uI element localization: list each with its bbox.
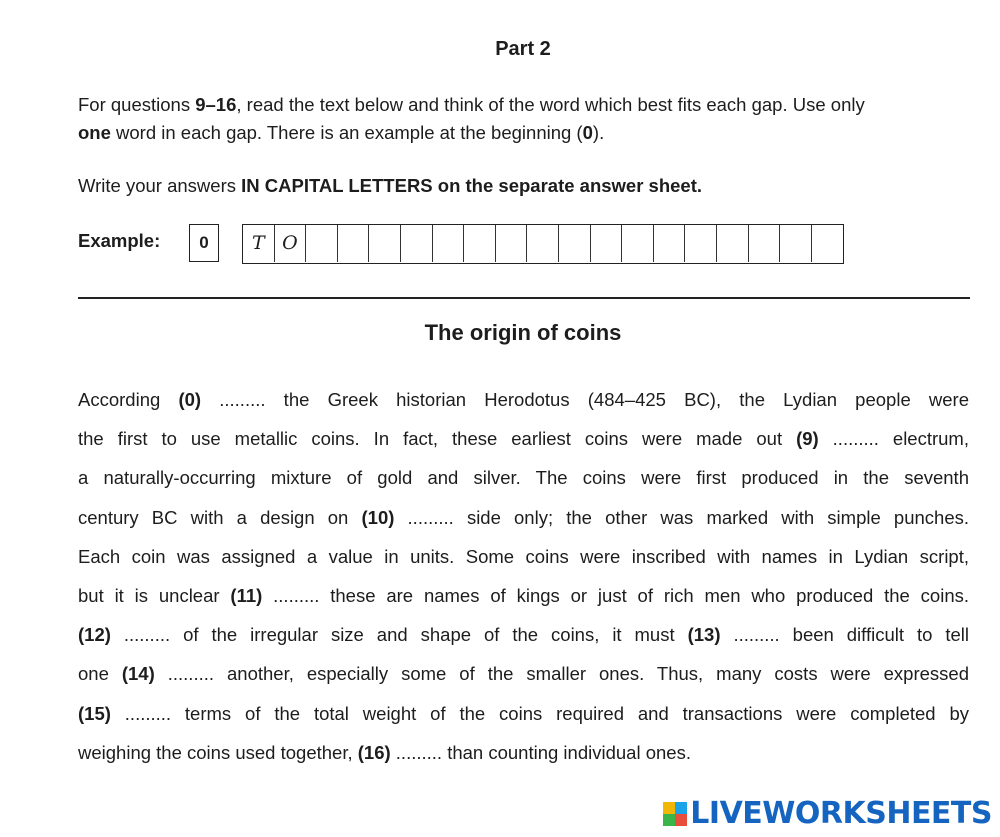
passage-line xyxy=(78,694,969,733)
gap-number: (10) xyxy=(361,506,395,528)
gap-number: (12) xyxy=(78,624,111,646)
logo-square xyxy=(675,802,687,814)
gap-number: (14) xyxy=(121,663,155,685)
logo-square xyxy=(675,814,687,826)
passage-text: one xyxy=(78,663,122,685)
passage-text: century BC with a design on xyxy=(78,506,362,528)
passage-text: ......... these are names of kings or just of rich men who produced the coins. xyxy=(262,584,969,606)
passage-line xyxy=(78,576,969,615)
answer-cell xyxy=(433,225,465,262)
logo-square xyxy=(663,814,675,826)
gap-number: (11) xyxy=(230,584,263,606)
part-heading: Part 2 xyxy=(495,38,551,60)
instr-text: word in each gap. There is an example at the beginning ( xyxy=(110,122,583,143)
passage-text: According xyxy=(78,389,179,410)
instructions-paragraph xyxy=(78,91,973,147)
example-label: Example: xyxy=(78,230,161,251)
passage-text: ......... of the irregular size and shape of the coins, it must xyxy=(110,624,688,646)
instr-emphasis: one xyxy=(78,122,111,143)
answer-cell xyxy=(812,225,844,262)
answer-cell xyxy=(717,225,749,262)
divider-line xyxy=(78,297,970,299)
passage-text: ......... electrum, xyxy=(818,428,969,450)
liveworksheets-logo[interactable] xyxy=(663,796,992,831)
instr-text: ). xyxy=(592,122,605,143)
answer-cell xyxy=(780,225,812,262)
gap-number: (15) xyxy=(78,702,111,724)
passage-text: a naturally-occurring mixture of gold and silver. The coins were first produced in the seventh xyxy=(78,467,969,489)
passage-text: weighing the coins used together, xyxy=(78,741,358,763)
answer-instructions xyxy=(78,172,973,200)
passage-text: ......... another, especially some of the smaller ones. Thus, many costs were expressed xyxy=(154,663,969,685)
answer-cell xyxy=(369,225,401,262)
passage-text: ......... terms of the total weight of the coins required and transactions were completed by xyxy=(110,702,969,724)
answer-cell xyxy=(338,225,370,262)
instr-example-number: 0 xyxy=(582,122,593,143)
passage-line xyxy=(78,458,969,497)
gap-number: (13) xyxy=(687,624,721,646)
passage-text: ......... than counting individual ones. xyxy=(390,741,691,763)
passage-line xyxy=(78,615,969,654)
gap-number: (9) xyxy=(796,428,819,450)
answer-cell xyxy=(559,225,591,262)
example-number-box: 0 xyxy=(189,224,219,262)
answer-cell xyxy=(464,225,496,262)
instr-emphasis: IN CAPITAL LETTERS on the separate answer sheet. xyxy=(241,175,703,196)
passage-text: but it is unclear xyxy=(78,584,231,606)
passage-text: ......... the Greek historian Herodotus (484–425 BC), the Lydian people were xyxy=(201,389,970,410)
passage-line xyxy=(78,537,969,576)
answer-cell xyxy=(622,225,654,262)
answer-cell xyxy=(591,225,623,262)
answer-cell xyxy=(306,225,338,262)
instr-text: , read the text below and think of the word which best fits each gap. Use only xyxy=(236,94,865,115)
example-row xyxy=(78,222,878,266)
passage-line xyxy=(78,419,969,458)
passage-text: ......... side only; the other was marked with simple punches. xyxy=(394,506,969,528)
instr-text: For questions xyxy=(78,94,196,115)
passage-line xyxy=(78,380,969,419)
gap-number: (16) xyxy=(357,741,391,763)
passage-text: ......... been difficult to tell xyxy=(720,624,969,646)
passage-text: Each coin was assigned a value in units. Some coins were inscribed with names in Lydian script, xyxy=(78,545,969,567)
gap-number: (0) xyxy=(178,389,202,410)
answer-cell xyxy=(401,225,433,262)
answer-cell xyxy=(654,225,686,262)
text-title: The origin of coins xyxy=(424,320,622,345)
instr-text: Write your answers xyxy=(78,175,242,196)
answer-cell xyxy=(527,225,559,262)
answer-cell: T xyxy=(243,225,275,262)
passage-line xyxy=(78,654,969,693)
answer-cell: O xyxy=(275,225,307,262)
answer-cell xyxy=(496,225,528,262)
logo-text: LIVEWORKSHEETS xyxy=(690,796,992,831)
passage-line xyxy=(78,498,969,537)
passage-text: the first to use metallic coins. In fact, these earliest coins were made out xyxy=(78,428,797,450)
passage-line xyxy=(78,733,969,772)
example-answer-grid xyxy=(242,224,844,264)
logo-square xyxy=(663,802,675,814)
liveworksheets-logo-icon xyxy=(663,802,687,826)
answer-cell xyxy=(749,225,781,262)
answer-cell xyxy=(685,225,717,262)
passage xyxy=(78,380,969,772)
question-range: 9–16 xyxy=(195,94,237,115)
